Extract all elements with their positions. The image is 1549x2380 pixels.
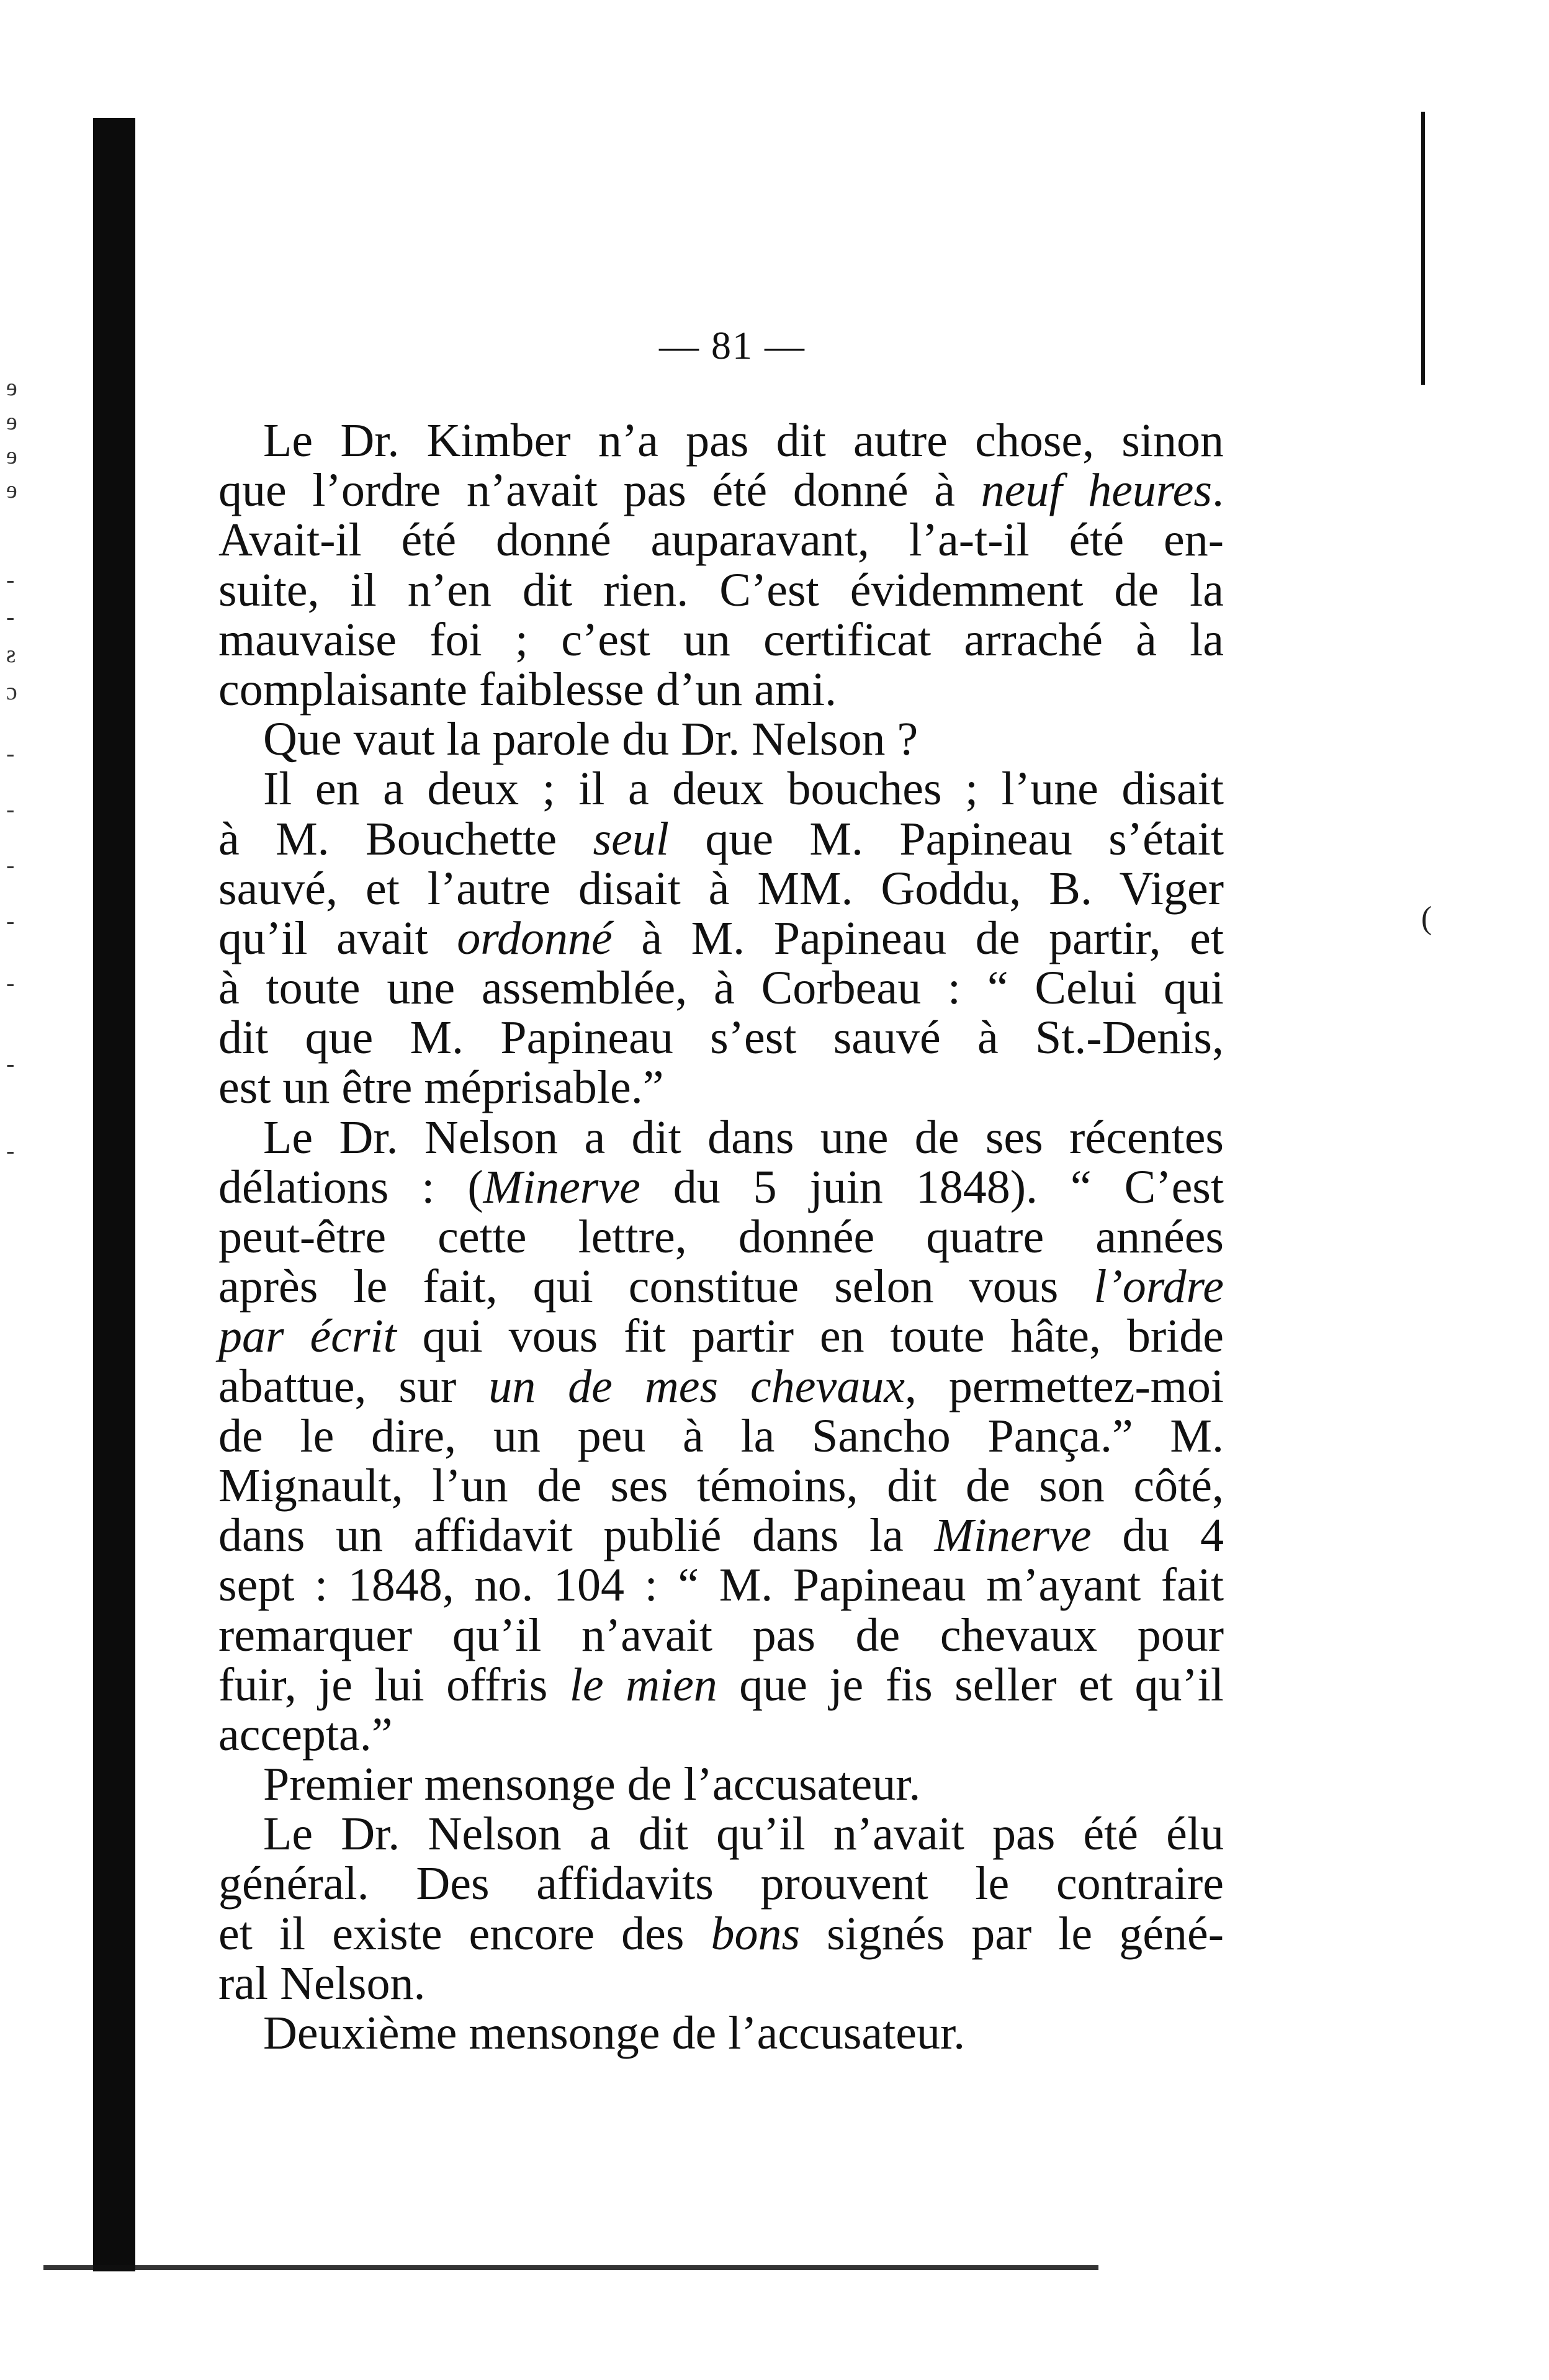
text-line: Deuxième mensonge de l’accusateur. xyxy=(263,2007,966,2059)
text-line xyxy=(218,1162,1224,1212)
text-line xyxy=(218,914,1224,963)
text-line: Que vaut la parole du Dr. Nelson ? xyxy=(263,713,918,766)
text-run: signés par le géné- xyxy=(800,1907,1224,1960)
text-line: dit que M. Papineau s’est sauvé à St.-Denis, xyxy=(218,1012,1224,1064)
text-run: du 5 juin 1848). “ C’est xyxy=(640,1161,1224,1213)
page-number: — 81 — xyxy=(659,323,806,367)
text-line: Premier mensonge de l’accusateur. xyxy=(263,1758,921,1811)
text-line: peut-être cette lettre, donnée quatre années xyxy=(218,1211,1224,1263)
text-line: de le dire, un peu à la Sancho Pança.” M. xyxy=(218,1409,1224,1462)
margin-mark: ƨ xyxy=(6,640,16,668)
text-line: est un être méprisable.” xyxy=(218,1061,664,1114)
margin-mark: - xyxy=(6,1049,15,1077)
text-run: que l’ordre n’avait pas été donné à xyxy=(218,464,981,517)
text-line: Le Dr. Nelson a dit qu’il n’avait pas été élu xyxy=(263,1808,1224,1861)
page-edge-line xyxy=(1421,112,1425,385)
text-run: fuir, je lui offris xyxy=(218,1658,570,1711)
text-line xyxy=(218,814,1224,864)
text-run: qui vous fit partir en toute hâte, bride xyxy=(396,1310,1224,1363)
text-line: suite, il n’en dit rien. C’est évidemment de la xyxy=(218,564,1224,616)
italic-run: seul xyxy=(593,812,669,865)
body-text xyxy=(218,416,1224,2058)
text-line xyxy=(218,1660,1224,1710)
text-line: général. Des affidavits prouvent le contraire xyxy=(218,1857,1224,1910)
text-line: sept : 1848, no. 104 : “ M. Papineau m’ayant fait xyxy=(218,1559,1224,1612)
text-run: à M. Papineau de partir, et xyxy=(612,912,1224,964)
margin-mark: - xyxy=(6,739,15,767)
right-margin-mark: ( xyxy=(1421,900,1432,936)
text-line: Il en a deux ; il a deux bouches ; l’une disait xyxy=(263,763,1224,815)
margin-mark: - xyxy=(6,603,15,631)
text-line: remarquer qu’il n’avait pas de chevaux pour xyxy=(218,1609,1224,1661)
margin-mark: - xyxy=(6,851,15,879)
text-line: Avait-il été donné auparavant, l’a-t-il été en- xyxy=(218,514,1224,567)
margin-mark: - xyxy=(6,795,15,823)
binding-shadow xyxy=(93,118,135,2271)
italic-run: par écrit xyxy=(218,1310,397,1363)
margin-mark: ɔ xyxy=(6,677,17,705)
text-run: et il existe encore des xyxy=(218,1907,711,1960)
margin-mark: - xyxy=(6,565,15,593)
margin-mark: ɘ xyxy=(6,407,17,435)
text-run: que je fis seller et qu’il xyxy=(717,1658,1224,1711)
text-line xyxy=(218,1362,1224,1411)
italic-run: Minerve xyxy=(483,1161,640,1213)
bottom-edge-shadow xyxy=(43,2265,1098,2270)
text-run: . xyxy=(1211,464,1224,517)
text-line xyxy=(218,1311,1224,1361)
text-line: Mignault, l’un de ses témoins, dit de son côté, xyxy=(218,1459,1224,1512)
margin-mark: ɘ xyxy=(6,475,17,503)
italic-run: bons xyxy=(711,1907,801,1960)
text-run: que M. Papineau s’était xyxy=(668,812,1224,865)
text-line: sauvé, et l’autre disait à MM. Goddu, B. Viger xyxy=(218,862,1224,915)
italic-run: neuf heures xyxy=(981,464,1212,517)
italic-run: ordonné xyxy=(457,912,613,964)
italic-run: un de mes chevaux xyxy=(488,1360,905,1412)
italic-run: le mien xyxy=(569,1658,717,1711)
text-line: à toute une assemblée, à Corbeau : “ Celui qui xyxy=(218,962,1224,1015)
italic-run: l’ordre xyxy=(1093,1260,1224,1313)
italic-run: Minerve xyxy=(934,1509,1092,1562)
text-run: qu’il avait xyxy=(218,912,457,964)
left-margin-bleed xyxy=(0,372,50,1241)
text-line xyxy=(218,1511,1224,1560)
margin-mark: ɘ xyxy=(6,373,17,401)
text-line xyxy=(218,465,1224,515)
text-run: délations : ( xyxy=(218,1161,483,1213)
text-line: ral Nelson. xyxy=(218,1957,426,2010)
margin-mark: ɘ xyxy=(6,441,17,469)
text-run: du 4 xyxy=(1091,1509,1224,1562)
text-line: accepta.” xyxy=(218,1708,393,1761)
margin-mark: - xyxy=(6,1136,15,1164)
margin-mark: - xyxy=(6,969,15,997)
text-line xyxy=(218,1262,1224,1311)
text-run: après le fait, qui constitue selon vous xyxy=(218,1260,1094,1313)
text-line xyxy=(218,1909,1224,1959)
text-run: abattue, sur xyxy=(218,1360,489,1412)
text-run: , permettez-moi xyxy=(904,1360,1224,1412)
text-run: à M. Bouchette xyxy=(218,812,593,865)
text-run: dans un affidavit publié dans la xyxy=(218,1509,935,1562)
text-line: complaisante faiblesse d’un ami. xyxy=(218,663,837,716)
margin-mark: - xyxy=(6,907,15,935)
text-line: Le Dr. Kimber n’a pas dit autre chose, sinon xyxy=(263,415,1224,467)
text-line: mauvaise foi ; c’est un certificat arraché à la xyxy=(218,613,1224,666)
text-line: Le Dr. Nelson a dit dans une de ses récentes xyxy=(263,1111,1224,1164)
